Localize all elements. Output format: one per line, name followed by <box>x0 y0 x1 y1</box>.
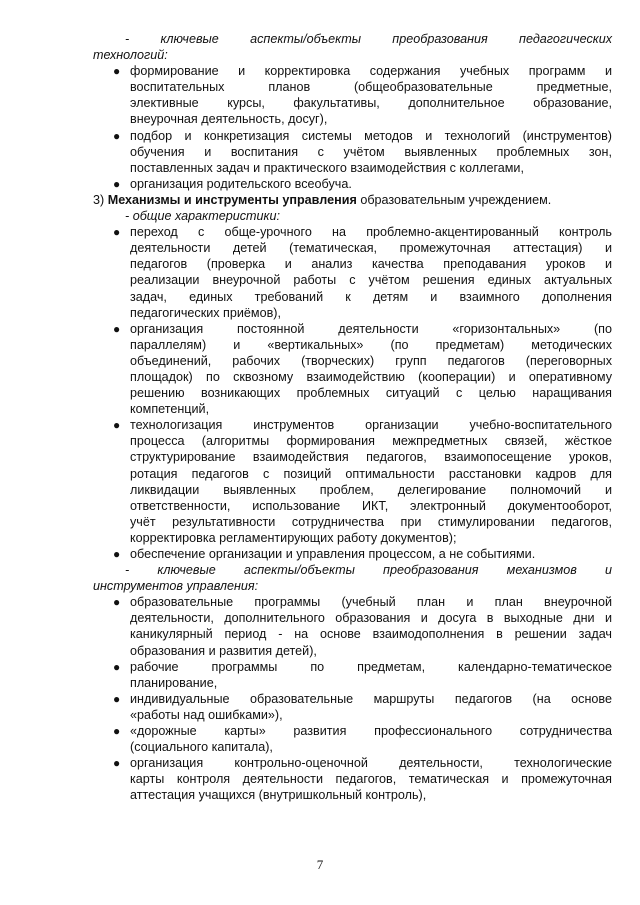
list-item-line: подбор и конкретизация системы методов и технологий (инструментов) <box>130 128 612 143</box>
list-item-line: обучения и воспитания с учётом выявленных проблемных зон, <box>130 144 612 159</box>
list-item-line: внеурочная деятельность, досуг), <box>130 112 328 127</box>
list-item-line: структурирование взаимодействия педагогов, взаимопосещение уроков, <box>130 450 612 465</box>
key-aspects-heading-line1: - ключевые аспекты/объекты преобразования педагогических <box>125 32 612 46</box>
list-item-line: корректировка регламентирующих работу документов); <box>130 530 457 545</box>
list-item-line: «работы над ошибками»), <box>130 707 283 722</box>
list-item-line: элективные курсы, факультативы, дополнительное образование, <box>130 96 612 111</box>
list-item <box>93 594 612 658</box>
list-item-line: формирование и корректировка содержания учебных программ и <box>130 64 612 79</box>
key-aspects-management-heading-line1: - ключевые аспекты/объекты преобразования механизмов и <box>125 563 612 578</box>
bullet-icon: ● <box>113 756 121 771</box>
list-item-line: деятельности детей (тематическая, промежуточная аттестация) и <box>130 241 612 256</box>
list-item <box>93 546 612 562</box>
bullet-icon: ● <box>113 176 121 191</box>
general-characteristics-heading: - общие характеристики: <box>125 209 281 224</box>
list-item-line: рабочие программы по предметам, календарно-тематическое <box>130 659 612 674</box>
bullet-icon: ● <box>113 691 121 706</box>
list-item-line: ответственности, использование ИКТ, электронный документооборот, <box>130 498 612 513</box>
list-item <box>93 63 612 127</box>
list-item-line: площадок) по сквозному взаимодействию (кооперации) и оперативному <box>130 369 612 384</box>
bullet-icon: ● <box>113 321 121 336</box>
bullet-icon: ● <box>113 418 121 433</box>
list-item <box>93 755 612 803</box>
page-content <box>93 31 612 804</box>
list-item-line: реализации внеурочной работы с учётом решения единых актуальных <box>130 273 612 288</box>
key-aspects-list-management <box>93 594 612 803</box>
list-item-line: ротация педагогов с позиций оптимальности расстановки кадров для <box>130 466 612 481</box>
list-item-line: организация контрольно-оценочной деятельности, технологические <box>130 756 612 771</box>
list-item-line: объединений, рабочих (творческих) групп педагогов (переговорных <box>130 353 612 368</box>
list-item-line: обеспечение организации и управления процессом, а не событиями. <box>130 547 536 561</box>
general-characteristics-list <box>93 224 612 562</box>
list-item-line: технологизация инструментов организации учебно-воспитательного <box>130 418 612 433</box>
list-item-line: образования и развития детей), <box>130 643 317 658</box>
bullet-icon: ● <box>113 724 121 739</box>
list-item <box>93 321 612 418</box>
section-title-rest: образовательным учреждением. <box>360 192 552 207</box>
list-item-line: педагогов (проверка и анализ качества преподавания уроков и <box>130 257 612 272</box>
list-item-line: планирование, <box>130 675 218 690</box>
list-item <box>93 224 612 321</box>
list-item-line: задач, единых требований к детям и взаимного дополнения <box>130 289 612 304</box>
bullet-icon: ● <box>113 225 121 240</box>
key-aspects-heading-line2: технологий: <box>93 48 168 63</box>
bullet-icon: ● <box>113 128 121 143</box>
bullet-icon: ● <box>113 659 121 674</box>
list-item <box>93 128 612 176</box>
key-aspects-management-heading-line2: инструментов управления: <box>93 579 259 594</box>
list-item-line: поставленных задач и практического взаимодействия с коллегами, <box>130 160 524 175</box>
key-aspects-list-technologies <box>93 63 612 192</box>
list-item-line: переход с обще-урочного на проблемно-акцентированный контроль <box>130 225 612 240</box>
section-3-heading <box>93 192 612 208</box>
list-item-line: воспитательных планов (общеобразовательные предметные, <box>130 80 612 95</box>
section-title-bold: Механизмы и инструменты управления <box>107 192 357 207</box>
list-item-line: каникулярный период - на основе взаимодополнения в решении задач <box>130 627 612 642</box>
list-item-line: организация постоянной деятельности «горизонтальных» (по <box>130 321 612 336</box>
list-item-line: ликвидации выявленных проблем, делегирование полномочий и <box>130 482 612 497</box>
list-item <box>93 691 612 723</box>
list-item-line: аттестация учащихся (внутришкольный контроль), <box>130 788 427 803</box>
list-item-line: деятельности, дополнительного образования и досуга в выходные дни и <box>130 611 612 626</box>
list-item <box>93 659 612 691</box>
list-item <box>93 723 612 755</box>
list-item-line: карты контроля деятельности педагогов, тематическая и промежуточная <box>130 772 612 787</box>
list-item-line: компетенций, <box>130 402 210 417</box>
section-number: 3) <box>93 192 105 207</box>
bullet-icon: ● <box>113 595 121 610</box>
list-item <box>93 417 612 546</box>
list-item-line: решению возникающих проблемных ситуаций с целью наращивания <box>130 386 612 401</box>
list-item-line: учёт результативности сотрудничества при стимулировании педагогов, <box>130 514 612 529</box>
list-item-line: индивидуальные образовательные маршруты педагогов (на основе <box>130 691 612 706</box>
list-item-line: «дорожные карты» развития профессионального сотрудничества <box>130 724 612 739</box>
list-item-line: (социального капитала), <box>130 740 273 755</box>
list-item <box>93 176 612 192</box>
bullet-icon: ● <box>113 64 121 79</box>
page-number: 7 <box>316 857 324 872</box>
bullet-icon: ● <box>113 547 121 561</box>
list-item-line: педагогических приёмов), <box>130 305 281 320</box>
list-item-line: организация родительского всеобуча. <box>130 176 352 191</box>
list-item-line: процесса (алгоритмы формирования межпредметных связей, жёсткое <box>130 434 612 449</box>
list-item-line: параллелям) и «вертикальных» (по предметам) методических <box>130 337 612 352</box>
list-item-line: образовательные программы (учебный план и план внеурочной <box>130 595 612 610</box>
